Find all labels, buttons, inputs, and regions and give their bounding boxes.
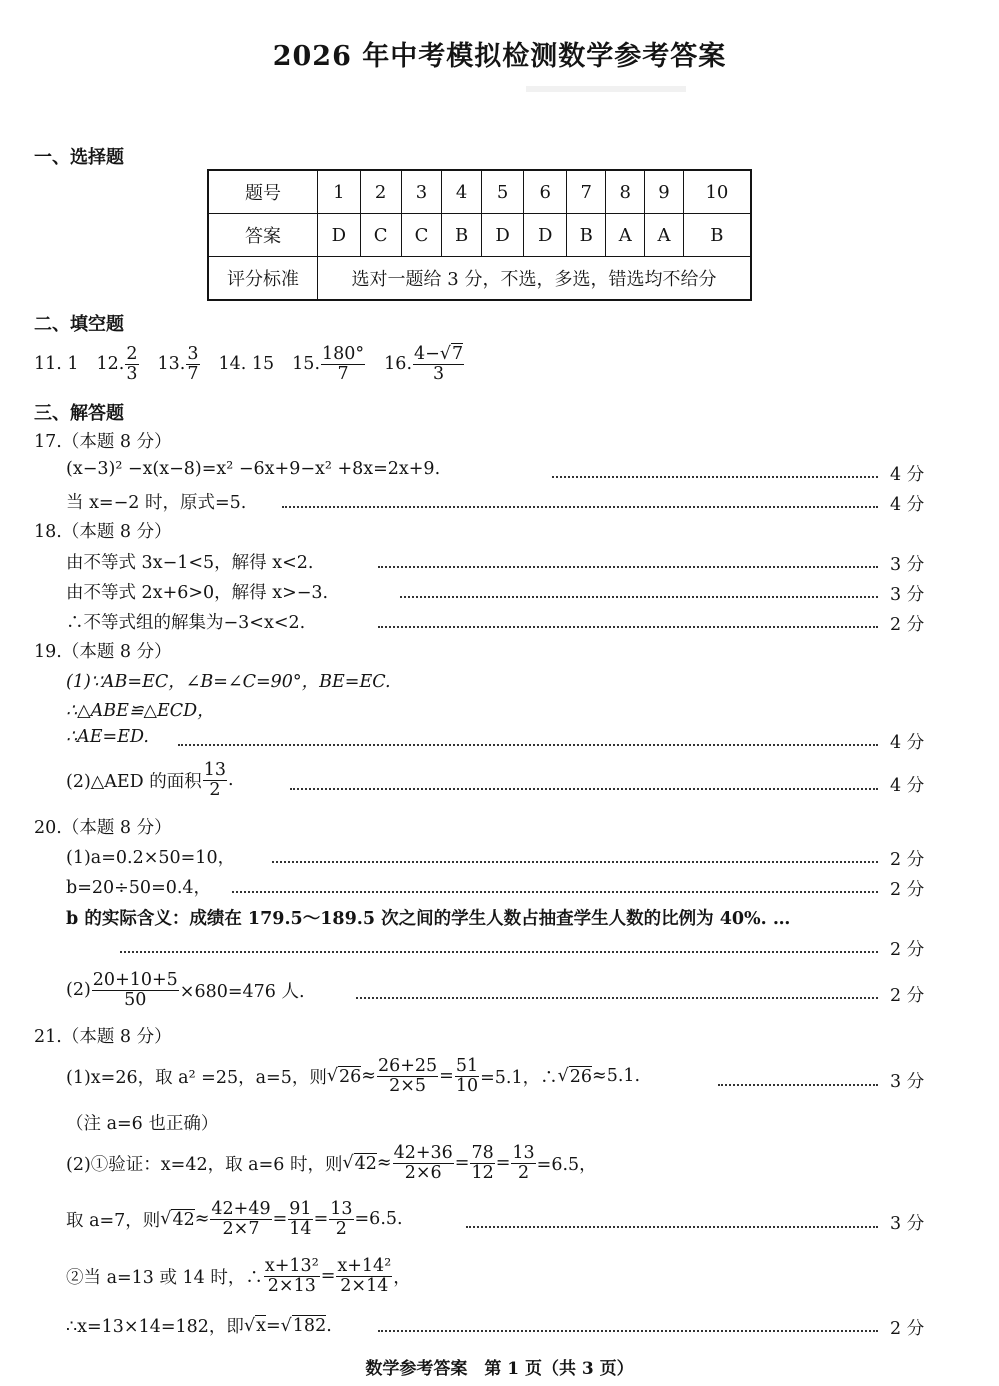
score-label: 4 分 [890, 733, 925, 753]
numerator: 26+25 [377, 1056, 438, 1077]
text: 取 a=7，则 [66, 1210, 161, 1231]
q20-line-4 [66, 966, 305, 1014]
fill-q11: 11. 1 [34, 354, 79, 374]
denominator: 2×5 [389, 1075, 426, 1096]
q21-heading: 21.（本题 8 分） [34, 1027, 172, 1047]
table-cell: C [401, 214, 442, 257]
denominator: 2×13 [267, 1275, 316, 1296]
fraction [336, 1257, 392, 1295]
score-label: 2 分 [890, 1319, 925, 1339]
table-cell: 6 [524, 170, 567, 214]
q20-heading: 20.（本题 8 分） [34, 818, 172, 838]
text: ≈5.1. [592, 1066, 641, 1086]
numerator: 13 [512, 1143, 535, 1164]
fraction [470, 1144, 494, 1182]
page-title: 2026 年中考模拟检测数学参考答案 [272, 41, 727, 72]
radicand: 26 [569, 1066, 593, 1087]
table-cell: A [645, 214, 684, 257]
scoring-label: 评分标准 [208, 257, 318, 301]
q18-line-1: 由不等式 3x−1<5，解得 x<2. [66, 553, 314, 573]
page-footer: 数学参考答案 第 1 页（共 3 页） [365, 1359, 634, 1379]
text: ≈ [361, 1066, 376, 1086]
approx-sign: ≈ [194, 1209, 210, 1229]
table-cell: A [606, 214, 645, 257]
numerator: 91 [289, 1199, 312, 1220]
q19-heading: 19.（本题 8 分） [34, 642, 172, 662]
fill-q12-label: 12. [96, 354, 125, 374]
leader-dots [282, 506, 878, 508]
q21-line-1 [66, 1052, 640, 1100]
sqrt-sign: √ [243, 1315, 256, 1336]
text: (2) [66, 980, 91, 1000]
fraction [393, 1144, 454, 1182]
choice-answer-table [207, 169, 752, 301]
numerator: 180° [322, 344, 365, 365]
text: =6.5. [354, 1209, 403, 1229]
table-cell: B [567, 214, 606, 257]
leader-dots [272, 861, 878, 863]
equals-sign: = [313, 1209, 329, 1229]
table-cell: D [481, 214, 524, 257]
q18-line-3: ∴不等式组的解集为−3<x<2. [66, 613, 306, 633]
numerator: 3 [187, 344, 199, 365]
score-label: 3 分 [890, 555, 925, 575]
text: . [326, 1315, 332, 1336]
score-label: 2 分 [890, 986, 925, 1006]
scoring-text: 选对一题给 3 分，不选，多选，错选均不给分 [318, 257, 752, 301]
fraction [377, 1057, 438, 1095]
area-fraction [203, 761, 227, 799]
table-cell: 1 [318, 170, 361, 214]
fraction [288, 1200, 312, 1238]
radicand: 182 [292, 1316, 327, 1336]
equals-sign: = [320, 1266, 336, 1286]
fraction [210, 1200, 271, 1238]
text: ， [393, 1267, 411, 1288]
leader-dots [178, 744, 878, 746]
numerator: 78 [471, 1143, 494, 1164]
score-label: 4 分 [890, 776, 925, 796]
answer-label: 答案 [208, 214, 318, 257]
score-label: 2 分 [890, 850, 925, 870]
fraction [455, 1057, 479, 1095]
numerator: 13 [330, 1199, 353, 1220]
text: (2)△AED 的面积 [66, 771, 202, 792]
sqrt-sign: √ [280, 1315, 292, 1336]
q21-line-4 [66, 1250, 411, 1302]
denominator: 7 [187, 363, 199, 384]
denominator: 14 [289, 1218, 312, 1239]
fill-answers-row [34, 342, 465, 386]
fraction [329, 1200, 353, 1238]
score-label: 2 分 [890, 615, 925, 635]
numerator: 4−√7 [414, 344, 464, 365]
radicand: 42 [172, 1209, 195, 1230]
numerator: 42+36 [393, 1143, 453, 1164]
score-label: 3 分 [890, 1072, 925, 1092]
denominator: 2 [209, 779, 221, 800]
numerator: 2 [126, 344, 138, 365]
numerator: x+13² [264, 1256, 319, 1277]
sqrt-sign: √ [326, 1066, 338, 1086]
scan-smudge [526, 86, 686, 92]
numerator-part: 4− [414, 344, 440, 365]
table-cell: 4 [442, 170, 481, 214]
leader-dots [552, 476, 878, 478]
approx-sign: ≈ [376, 1153, 392, 1173]
denominator: 2 [335, 1218, 347, 1239]
table-row-numbers [208, 170, 751, 214]
radicand: 26 [338, 1066, 362, 1087]
denominator: 3 [126, 363, 138, 384]
text: . [228, 770, 234, 790]
denominator: 50 [124, 989, 147, 1010]
fill-q16-label: 16. [384, 354, 413, 374]
table-cell: D [524, 214, 567, 257]
numerator: 51 [455, 1056, 479, 1077]
score-label: 2 分 [890, 880, 925, 900]
q18-heading: 18.（本题 8 分） [34, 522, 172, 542]
q18-line-2: 由不等式 2x+6>0，解得 x>−3. [66, 583, 329, 603]
table-cell: 10 [683, 170, 751, 214]
fraction [264, 1257, 320, 1295]
q20-line-3: b 的实际含义：成绩在 179.5～189.5 次之间的学生人数占抽查学生人数的比例为 40%. … [66, 909, 791, 929]
text: ②当 a=13 或 14 时，∴ [66, 1267, 263, 1288]
table-cell: 3 [401, 170, 442, 214]
denominator: 10 [455, 1075, 479, 1096]
q20-line-1: (1)a=0.2×50=10， [66, 848, 236, 868]
table-cell: C [360, 214, 401, 257]
header-label: 题号 [208, 170, 318, 214]
score-label: 3 分 [890, 1214, 925, 1234]
equals-sign: = [265, 1315, 281, 1336]
sqrt-sign: √ [342, 1153, 354, 1173]
q17-line-2: 当 x=−2 时，原式=5. [66, 493, 247, 513]
denominator: 12 [471, 1162, 494, 1183]
text: ×680=476 人. [179, 981, 305, 1002]
leader-dots [400, 596, 878, 598]
text: =6.5， [536, 1154, 597, 1175]
score-label: 2 分 [890, 940, 925, 960]
table-row-scoring [208, 257, 751, 301]
q20-line-2: b=20÷50=0.4， [66, 878, 212, 898]
denominator: 3 [433, 363, 445, 384]
q21-line-3 [66, 1194, 403, 1244]
table-cell: 2 [360, 170, 401, 214]
section-solve-heading: 三、解答题 [34, 403, 124, 424]
table-cell: 8 [606, 170, 645, 214]
fill-q15-label: 15. [292, 354, 321, 374]
table-cell: 5 [481, 170, 524, 214]
table-cell: 9 [645, 170, 684, 214]
score-label: 4 分 [890, 465, 925, 485]
score-label: 4 分 [890, 495, 925, 515]
leader-dots [378, 626, 878, 628]
fill-q15-fraction [321, 345, 365, 383]
denominator: 7 [337, 363, 349, 384]
radicand: 42 [354, 1153, 377, 1174]
section-choice-heading: 一、选择题 [34, 147, 124, 168]
q21-line-2 [66, 1138, 597, 1188]
leader-dots [356, 997, 878, 999]
leader-dots [290, 788, 878, 790]
equals-sign: = [454, 1153, 470, 1173]
table-cell: 7 [567, 170, 606, 214]
table-cell: B [683, 214, 751, 257]
radicand: x [256, 1316, 266, 1336]
section-fill-heading: 二、填空题 [34, 314, 124, 335]
score-label: 3 分 [890, 585, 925, 605]
text: (2)①验证：x=42，取 a=6 时，则 [66, 1154, 343, 1175]
leader-dots [466, 1226, 878, 1228]
leader-dots [120, 951, 878, 953]
numerator: 20+10+5 [92, 970, 178, 991]
text: ∴x=13×14=182，即 [66, 1317, 244, 1337]
sqrt-sign: √ [160, 1209, 172, 1229]
q17-line-1: (x−3)² −x(x−8)=x² −6x+9−x² +8x=2x+9. [66, 459, 441, 479]
fill-q12-fraction [125, 345, 138, 383]
ratio-fraction [92, 971, 179, 1009]
fraction [511, 1144, 535, 1182]
equals-sign: = [439, 1066, 454, 1086]
table-cell: D [318, 214, 361, 257]
q19-line-2: ∴△ABE≌△ECD， [66, 701, 215, 721]
numerator: 13 [203, 760, 227, 781]
fill-q14: 14. 15 [218, 354, 275, 374]
fill-q13-label: 13. [157, 354, 186, 374]
q21-note: （注 a=6 也正确） [66, 1114, 219, 1134]
equals-sign: = [272, 1209, 288, 1229]
text: (1)x=26，取 a² =25，a=5，则 [66, 1067, 327, 1088]
text: =5.1，∴ [480, 1067, 558, 1088]
numerator: 42+49 [211, 1199, 271, 1220]
denominator: 2×14 [340, 1275, 389, 1296]
leader-dots [378, 1330, 878, 1332]
fill-q16-fraction [413, 345, 464, 383]
q19-line-3: ∴AE=ED. [66, 727, 149, 747]
sqrt-sign: √ [557, 1066, 569, 1086]
leader-dots [718, 1084, 878, 1086]
q21-line-5 [66, 1313, 332, 1338]
q19-line-1: (1)∵AB=EC，∠B=∠C=90°，BE=EC. [66, 672, 391, 692]
q17-heading: 17.（本题 8 分） [34, 432, 172, 452]
table-row-answers [208, 214, 751, 257]
q19-line-4 [66, 758, 234, 802]
fill-q13-fraction [186, 345, 199, 383]
leader-dots [378, 566, 878, 568]
denominator: 2×6 [404, 1162, 442, 1183]
radicand: 7 [451, 344, 464, 365]
denominator: 2×7 [222, 1218, 260, 1239]
table-cell: B [442, 214, 481, 257]
denominator: 2 [517, 1162, 530, 1183]
equals-sign: = [495, 1153, 511, 1173]
leader-dots [232, 891, 878, 893]
numerator: x+14² [337, 1256, 392, 1277]
